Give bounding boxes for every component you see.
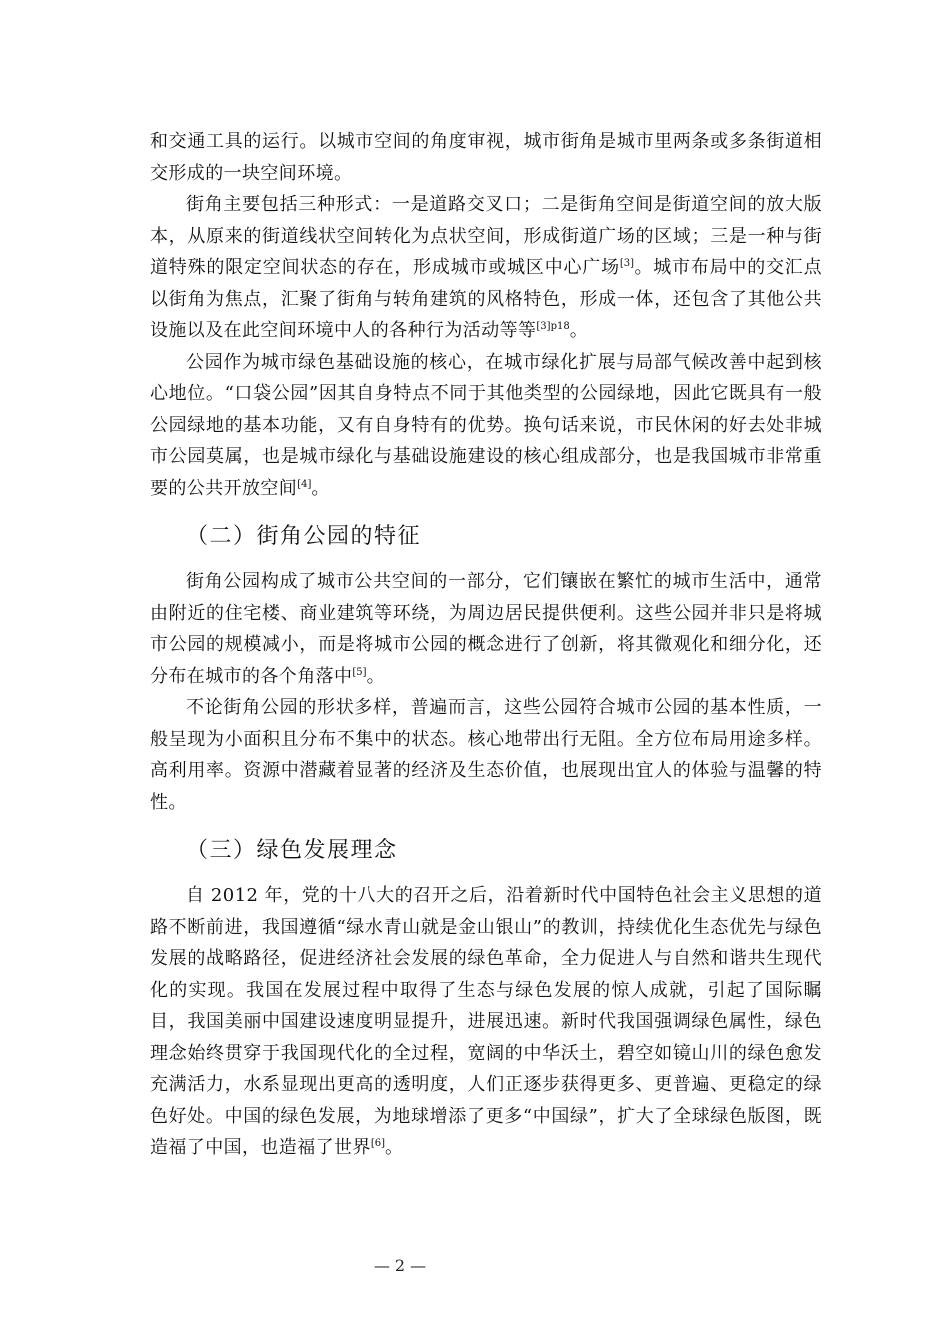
paragraph-continuation [150,126,822,189]
paragraph-corner-park-composition [150,566,822,692]
paragraph-park-core [150,347,822,505]
citation: [3] [619,258,635,269]
page-number: — 2 — [373,1256,427,1275]
paragraph-text: 自 2012 年，党的十八大的召开之后，沿着新时代中国特色社会主义思想的道路不断前进，我国遵循“绿水青山就是金山银山”的教训，持续优化生态优先与绿色发展的战略路径，促进经济社会发展的绿色革命，全力促进人与自然和谐共生现代化的实现。我国在发展过程中取得了生态与绿色发展的惊人成就，引起了国际瞩目，我国美丽中国建设速度明显提升，进展迅速。新时代我国强调绿色属性，绿色理念始终贯穿于我国现代化的全过程，宽阔的中华沃土，碧空如镜山川的绿色愈发充满活力，水系显现出更高的透明度，人们正逐步获得更多、更普遍、更稳定的绿色好处。中国的绿色发展，为地球增添了更多“中国绿”，扩大了全球绿色版图，既造福了中国，也造福了世界 [150,885,822,1158]
citation: [4] [297,478,312,490]
paragraph-text: 街角公园构成了城市公共空间的一部分，它们镶嵌在繁忙的城市生活中，通常由附近的住宅楼、商业建筑等环绕，为周边居民提供便利。这些公园并非只是将城市公园的规模减小，而是将城市公园的概念进行了创新，将其微观化和细分化，还分布在城市的各个角落中 [150,571,822,687]
paragraph-text: 。 [569,320,589,341]
paragraph-text: 公园作为城市绿色基础设施的核心，在城市绿化扩展与局部气候改善中起到核心地位。“口袋公园”因其自身特点不同于其他类型的公园绿地，因此它既具有一般公园绿地的基本功能，又有自身特有的优势。换句话来说，市民休闲的好去处非城市公园莫属，也是城市绿化与基础设施建设的核心组成部分，也是我国城市非常重要的公共开放空间 [150,351,822,499]
document-body [150,126,822,1164]
citation: [5] [352,666,367,678]
paragraph-text: 街角主要包括三种形式：一是道路交叉口；二是街角空间是街道空间的放大版本，从原来的街道线状空间转化为点状空间，形成街道广场的区域；三是一种与街道特殊的限定空间状态的存在，形成城市或城区中心广场 [150,194,822,278]
section-heading-features: （二）街角公园的特征 [186,524,422,549]
paragraph-text: 。 [384,1137,404,1158]
section-heading-green-development: （三）绿色发展理念 [186,838,398,863]
paragraph-text: 不论街角公园的形状多样，普遍而言，这些公园符合城市公园的基本性质，一般呈现为小面积且分布不集中的状态。核心地带出行无阻。全方位布局用途多样。高利用率。资源中潜藏着显著的经济及生态价值，也展现出宜人的体验与温馨的特性。 [150,697,822,813]
paragraph-text: 。城市布局中的交汇点以街角为焦点，汇聚了街角与转角建筑的风格特色，形成一体，还包含了其他公共设施以及在此空间环境中人的各种行为活动等等 [150,257,822,341]
paragraph-text: 。 [311,477,330,499]
paragraph-corner-park-nature [150,692,822,818]
citation: [3]p18 [536,321,570,332]
paragraph-text: 。 [366,665,385,687]
paragraph-street-corner-forms [150,189,822,347]
citation: [6] [370,1138,385,1149]
paragraph-green-development [150,880,822,1164]
paragraph-text: 和交通工具的运行。以城市空间的角度审视，城市街角是城市里两条或多条街道相交形成的一块空间环境。 [150,131,822,184]
